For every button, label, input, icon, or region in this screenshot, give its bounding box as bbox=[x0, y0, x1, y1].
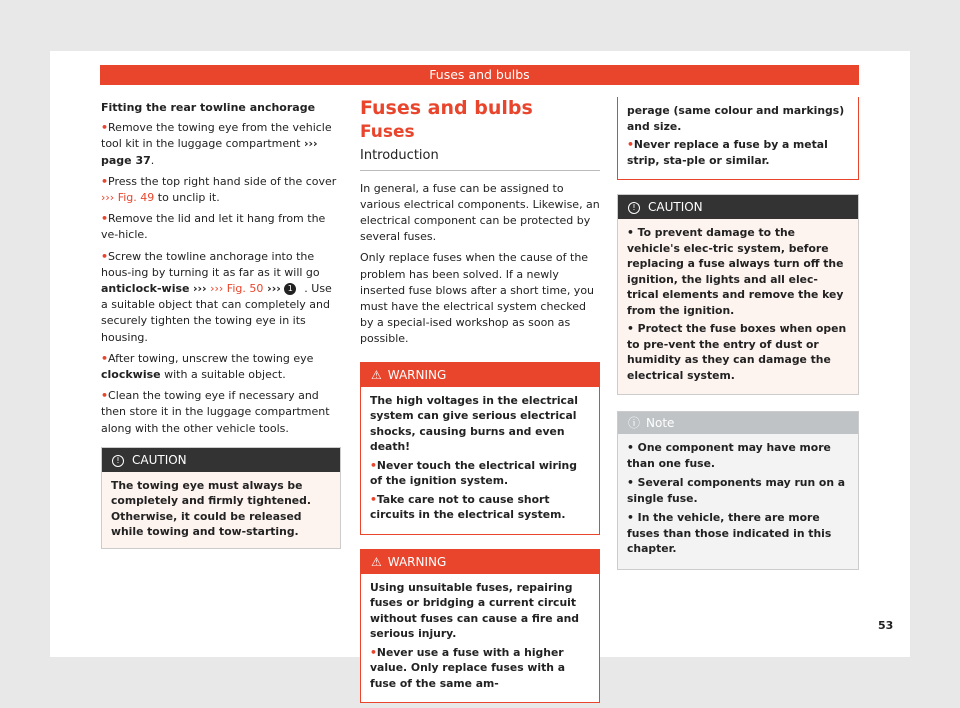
warning-body: The high voltages in the electrical system can give serious electrical shocks, causing burns and even death! • Never touch the electrical wiring of the ignition system. • Take care not to cause short circuits in the electrical system. bbox=[361, 387, 599, 534]
caution-icon: ! bbox=[628, 202, 640, 214]
list-item: • Never replace a fuse by a metal strip, sta-ple or similar. bbox=[627, 137, 849, 168]
list-item: • Remove the towing eye from the vehicle tool kit in the luggage compartment ››› page 37. bbox=[101, 120, 341, 169]
paragraph: In general, a fuse can be assigned to various electrical components. Likewise, an electrical component can be protected by several fuses. bbox=[360, 181, 600, 244]
warning-header: ⚠ WARNING bbox=[361, 550, 599, 574]
caution-header: ! CAUTION bbox=[102, 448, 340, 472]
list-item: • In the vehicle, there are more fuses than those indicated in this chapter. bbox=[627, 511, 832, 555]
list-item: • Several components may run on a single fuse. bbox=[627, 476, 846, 505]
note-header: ⓘ Note bbox=[618, 412, 858, 434]
subsection-title: Introduction bbox=[360, 148, 600, 170]
chapter-title: Fuses and bulbs bbox=[360, 97, 533, 119]
warning-box bbox=[360, 549, 600, 704]
list-item: • Protect the fuse boxes when open to pre-vent the entry of dust or humidity as they can damage the electrical system. bbox=[627, 322, 847, 382]
callout-number-icon: 1 bbox=[284, 283, 296, 295]
info-icon: ⓘ bbox=[628, 416, 641, 430]
caution-box bbox=[617, 194, 859, 395]
warning-box bbox=[360, 362, 600, 535]
caution-box bbox=[101, 447, 341, 549]
page-number: 53 bbox=[878, 619, 894, 632]
caution-header: ! CAUTION bbox=[618, 195, 858, 219]
section-heading: Fitting the rear towline anchorage bbox=[101, 101, 316, 114]
caution-body bbox=[618, 219, 858, 394]
list-item: • Take care not to cause short circuits in the electrical system. bbox=[370, 492, 590, 523]
note-body bbox=[618, 434, 858, 569]
page-reference[interactable]: ››› page 37 bbox=[101, 137, 318, 167]
column-right bbox=[617, 97, 859, 570]
list-item: • Remove the lid and let it hang from the ve-hicle. bbox=[101, 211, 341, 243]
note-box bbox=[617, 411, 859, 570]
list-item: • Never use a fuse with a higher value. Only replace fuses with a fuse of the same am- bbox=[370, 645, 590, 692]
list-item: • One component may have more than one fuse. bbox=[627, 441, 831, 470]
list-item: • Clean the towing eye if necessary and then store it in the luggage compartment along with the other vehicle tools. bbox=[101, 388, 341, 437]
paragraph: Only replace fuses when the cause of the problem has been solved. If a newly inserted fuse blows after a short time, you must have the electrical system checked by a special-ised workshop as soon as possible. bbox=[360, 251, 595, 346]
list-item: • To prevent damage to the vehicle's elec-tric system, before replacing a fuse always turn off the ignition, the lights and all elec-trical elements and remove the key from the ignition. bbox=[627, 226, 844, 317]
page-header: Fuses and bulbs bbox=[100, 65, 859, 85]
warning-triangle-icon: ⚠ bbox=[371, 367, 382, 382]
list-item: • Press the top right hand side of the cover ››› Fig. 49 to unclip it. bbox=[101, 174, 341, 206]
warning-body: perage (same colour and markings) and size. • Never replace a fuse by a metal strip, sta-ple or similar. bbox=[618, 97, 858, 179]
warning-box-continued bbox=[617, 97, 859, 180]
column-middle bbox=[360, 97, 600, 703]
section-title: Fuses bbox=[360, 122, 415, 143]
warning-body: Using unsuitable fuses, repairing fuses or bridging a current circuit without fuses can cause a fire and serious injury. • Never use a fuse with a higher value. Only replace fuses with a fuse of the same am- bbox=[361, 574, 599, 703]
warning-header: ⚠ WARNING bbox=[361, 363, 599, 387]
figure-reference[interactable]: ››› Fig. 50 bbox=[210, 282, 264, 296]
list-item: • Never touch the electrical wiring of the ignition system. bbox=[370, 458, 590, 489]
column-left bbox=[101, 100, 341, 549]
warning-triangle-icon: ⚠ bbox=[371, 554, 382, 569]
figure-reference[interactable]: ››› Fig. 49 bbox=[101, 191, 155, 205]
caution-icon: ! bbox=[112, 455, 124, 467]
caution-text: The towing eye must always be completely and firmly tightened. Otherwise, it could be released while towing and tow-starting. bbox=[111, 478, 311, 539]
list-item: • After towing, unscrew the towing eye clockwise with a suitable object. bbox=[101, 351, 341, 383]
list-item: • Screw the towline anchorage into the hous-ing by turning it as far as it will go anticlock-wise ››› ››› Fig. 50 ››› 1 . Use a suitable object that can completely and securely tighten the towing eye in its housing. bbox=[101, 249, 341, 346]
